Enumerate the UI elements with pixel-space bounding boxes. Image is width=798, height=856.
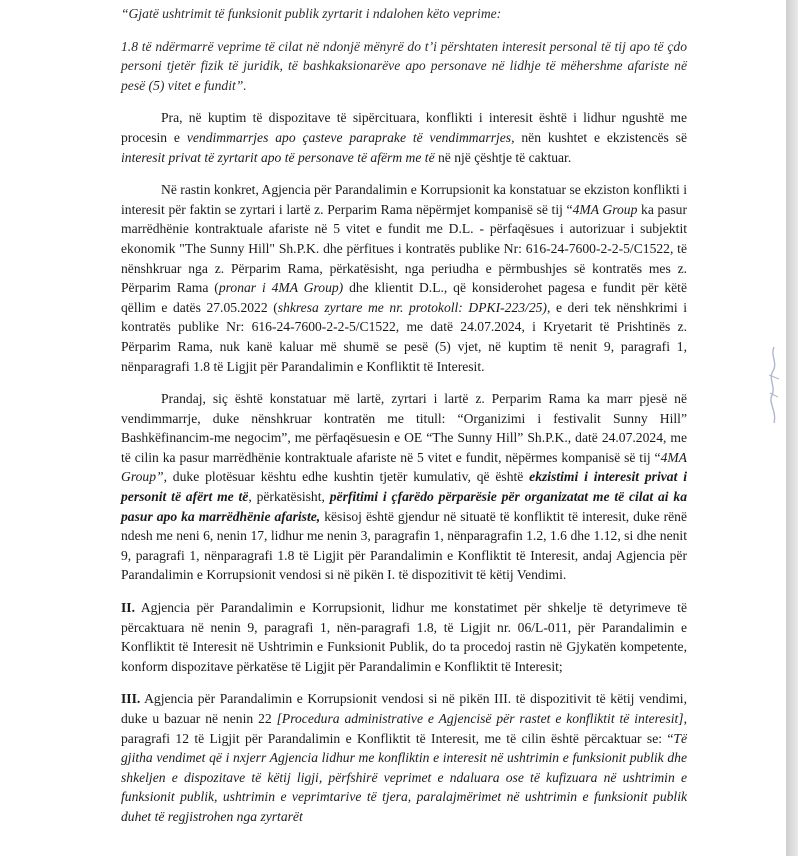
p3-bold-italic-1: ekzistimi i interesit privat i personit të afërt me të [121,469,687,505]
section-number-iii: III. [121,691,141,707]
paragraph-4 [121,598,687,676]
p1-text-c: në një çështje të caktuar. [434,149,572,165]
p5-italic-2: Të gjitha vendimet që i nxjerr Agjencia lidhur me konfliktin e interesit në ushtrimin e funksionit publik dhe shkeljen e dispozitave të këtij ligji, përfshirë veprimet e ndaluara ose të kufizuara në ushtrimin e funksionit publik, ushtrimin e veprimtarive të tjera, paralajmërimet në ushtrimin e funksionit publik duhet të regjistrohen nga zyrtarët [121,730,687,824]
paragraph-2 [121,180,687,376]
p1-italic-2: interesit privat të zyrtarit apo të personave të afërm me të [121,149,435,165]
document-body [121,4,687,840]
quote-intro: “Gjatë ushtrimit të funksionit publik zyrtarit i ndalohen këto veprime: [121,6,502,21]
p1-italic-1: vendimmarrjes apo çasteve paraprake të vendimmarrjes, [186,129,515,145]
paragraph-5 [121,689,687,826]
p2-text-c: dhe klientit D.L., që konsiderohet pagesa e fundit për këtë qëllim e datës 27.05.2022 ( [121,280,687,315]
p4-text: Agjencia për Parandalimin e Korrupsionit, lidhur me konstatimet për shkelje të detyrimeve të përcaktuara në nenin 9, paragrafi 1, nën-paragrafi 1.8, të Ligjit nr. 06/L-011, për Parandalimin e Konfliktit të Interesit në Ushtrimin e Funksionit Publik, do ta procedoj rastin në Gjykatën kompetente, konform dispozitave përkatëse të Ligjit për Parandalimin e Konfliktit të Interesit; [121,600,687,674]
p5-text-a: Agjencia për Parandalimin e Korrupsionit vendosi si në pikën III. të dispozitivit të këtij vendimi, duke u bazuar në nenin 22 [121,691,687,726]
p3-italic-1: 4MA Group” [121,449,687,485]
p3-bold-italic-2: përfitimi i çfarëdo përparësie për organizatat me të cilat ai ka pasur apo ka marrëdhënie afariste, [121,489,687,524]
p3-text-b: , duke plotësuar kështu edhe kushtin tjetër kumulativ, që është [163,469,530,485]
paragraph-3 [121,389,687,585]
p2-text-a: Në rastin konkret, Agjencia për Parandalimin e Korrupsionit ka konstatuar se ekziston konflikti i interesit për faktin se zyrtari i lartë z. Perparim Rama nëpërmjet kompanisë së tij “ [121,182,687,217]
section-number-ii: II. [121,600,135,616]
p2-text-b: ka pasur marrëdhënie kontraktuale afariste në 5 vitet e fundit me D.L. - përfaqësues i autorizuar i subjektit ekonomik "The Sunny Hill" Sh.P.K. dhe përfitues i kontratës publike Nr: 616-24-7600-2-2-5/C1522, të nënshkruar nga z. Përparim Rama, përkatësisht, nga periudha e përmbushjes së kontratës mes z. Përparim Rama ( [121,201,687,296]
p1-text-a: Pra, në kuptim të dispozitave të sipërcituara, konflikti i interesit është i lidhur ngushtë me procesin e [121,110,687,145]
p2-text-d: , e deri tek nënshkrimi i kontratës publike Nr: 616-24-7600-2-2-5/C1522, me datë 24.07.2024, i Kryetarit të Prishtinës z. Përparim Rama, nuk kanë kaluar më shumë se pesë (5) vjet, në kuptim të nenit 9, paragrafi 1, nënparagrafi 1.8 të Ligjit për Parandalimin e Konfliktit të Interesit. [121,299,688,374]
p2-italic-2: pronar i 4MA Group) [218,280,344,296]
page-edge [786,0,798,856]
p2-italic-1: 4MA Group [572,201,638,217]
p1-text-b: nën kushtet e ekzistencës së [514,129,687,145]
quote-body: 1.8 të ndërmarrë veprime të cilat në ndonjë mënyrë do t’i përshtaten interesit personal të tij apo të çdo personi tjetër fizik të juridik, të bashkaksionarëve apo personave në lidhje të mëhershme afariste në pesë (5) vitet e fundit”. [121,38,687,93]
p3-text-a: Prandaj, siç është konstatuar më lartë, zyrtari i lartë z. Perparim Rama ka marr pjesë në vendimmarrje, duke nënshkruar kontratën me titull: “Organizimi i festivalit Sunny Hill” Bashkëfinancim-me negocim”, me përfaqësuesin e OE “The Sunny Hill” Sh.P.K., datë 24.07.2024, me të cilin ka pasur marrëdhënie kontraktuale afariste në 5 vitet e fundit, nëpërmes kompanisë së tij “ [121,391,687,465]
p5-italic-1: [Procedura administrative e Agjencisë për rastet e konfliktit të interesit] [276,711,684,726]
p3-text-d: kësisoj është gjendur në situatë të konfliktit të interesit, duke rënë ndesh me neni 6, nenin 17, lidhur me nenin 3, paragrafin 1, nënparagrafin 1.2, 1.6 dhe 1.12, si dhe nenit 9, paragrafi 1, nënparagrafi 1.8 të Ligjit për Parandalimin e Konfliktit të Interesit, andaj Agjencia për Parandalimin e Korrupsionit vendosi si në pikën I. të dispozitivit të këtij Vendimi. [121,508,688,583]
margin-stamp-mark [766,345,782,425]
paragraph-1 [121,108,687,167]
p3-text-c: , përkatësisht, [248,489,330,505]
p5-text-b: , paragrafi 12 të Ligjit për Parandalimin e Konfliktit të Interesit, me të cilin është përcaktuar se: “ [121,711,687,746]
p2-italic-3: shkresa zyrtare me nr. protokoll: DPKI-223/25) [277,299,547,315]
